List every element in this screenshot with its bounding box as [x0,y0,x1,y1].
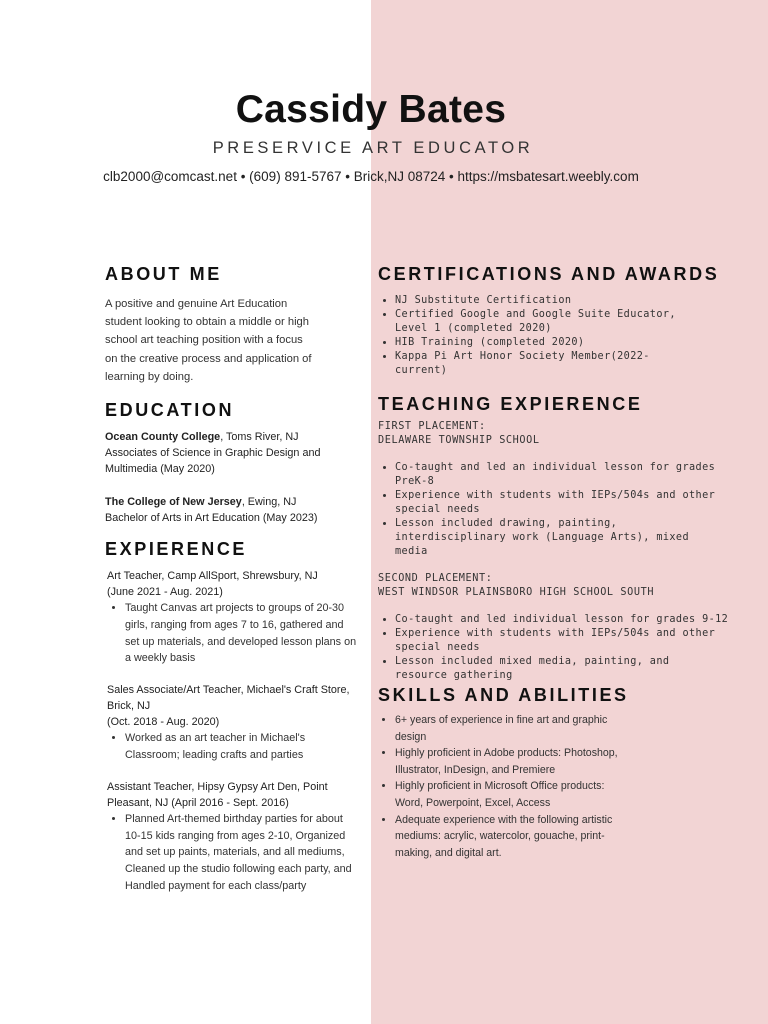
about-section [105,264,367,386]
job-entry [107,779,369,895]
certification-item: • NJ Substitute Certification [395,294,738,308]
placement [378,572,738,683]
job-entry [107,568,369,667]
job-title-line: (Oct. 2018 - Aug. 2020) [107,716,220,729]
skills-heading: SKILLS AND ABILITIES [378,685,629,705]
skills-section [378,685,738,861]
placement-bullet: • Lesson included drawing, painting, interdisciplinary work (Language Arts), mixed media [395,517,738,559]
candidate-name: Cassidy Bates [235,88,507,131]
job-entry [107,682,369,764]
job-title-line: Pleasant, NJ (April 2016 - Sept. 2016) [107,796,289,809]
skill-item: • Highly proficient in Adobe products: Photoshop, Illustrator, InDesign, and Premiere [395,745,738,778]
job-title-line: Sales Associate/Art Teacher, Michael's Craft Store, [107,684,350,697]
placement-bullet: • Experience with students with IEPs/504s and other special needs [395,627,738,655]
contact-line: clb2000@comcast.net • (609) 891-5767 • Brick,NJ 08724 • https://msbatesart.weebly.com [103,169,639,184]
education-section [105,400,367,526]
job-bullet: • Planned Art-themed birthday parties for about 10-15 kids ranging from ages 2-10, Organized and set up paints, materials, and all mediums, Cleaned up the studio following each party, and Handled payment for each class/party [125,811,369,895]
school-location: , Ewing, NJ [241,495,297,508]
skill-item: • Highly proficient in Microsoft Office products: Word, Powerpoint, Excel, Access [395,778,738,811]
job-title-line: Brick, NJ [107,700,151,713]
job-title-line: Assistant Teacher, Hipsy Gypsy Art Den, Point [107,780,328,793]
education-entry [105,429,367,478]
teaching-heading: TEACHING EXPIERENCE [378,394,643,414]
teaching-section [378,394,738,683]
job-bullet: • Worked as an art teacher in Michael's Classroom; leading crafts and parties [125,730,369,764]
placement-school: DELAWARE TOWNSHIP SCHOOL [378,435,540,446]
school-name: Ocean County College [105,431,221,443]
certification-item: • HIB Training (completed 2020) [395,336,738,350]
placement-bullet: • Co-taught and led individual lesson for grades 9-12 [395,613,738,627]
certifications-section [378,264,738,378]
certification-item: • Certified Google and Google Suite Educator, Level 1 (completed 2020) [395,308,738,336]
placement-bullet: • Experience with students with IEPs/504s and other special needs [395,489,738,517]
certifications-heading: CERTIFICATIONS AND AWARDS [378,264,720,284]
job-bullet: • Taught Canvas art projects to groups of 20-30 girls, ranging from ages 7 to 16, gathered and set up materials, and developed lesson plans on a weekly basis [125,600,369,667]
placement-school: WEST WINDSOR PLAINSBORO HIGH SCHOOL SOUTH [378,587,655,598]
experience-section [105,539,369,895]
experience-heading: EXPIERENCE [105,539,248,559]
degree-line: Multimedia (May 2020) [105,463,215,476]
job-title-line: (June 2021 - Aug. 2021) [107,586,223,598]
about-line: student looking to obtain a middle or high [105,316,309,329]
school-location: , Toms River, NJ [220,431,299,443]
degree-line: Bachelor of Arts in Art Education (May 2023) [105,511,318,524]
job-title: PRESERVICE ART EDUCATOR [212,139,534,157]
placement-bullet: • Lesson included mixed media, painting, and resource gathering [395,655,738,683]
certification-item: • Kappa Pi Art Honor Society Member(2022- current) [395,350,738,378]
degree-line: Associates of Science in Graphic Design and [105,447,321,460]
about-heading: ABOUT ME [105,264,222,284]
about-line: on the creative process and application of [105,352,312,365]
education-entry [105,494,367,526]
about-line: school art teaching position with a focus [105,334,303,347]
education-heading: EDUCATION [105,400,235,420]
skill-item: • 6+ years of experience in fine art and graphic design [395,712,738,745]
job-title-line: Art Teacher, Camp AllSport, Shrewsbury, NJ [107,570,318,582]
school-name: The College of New Jersey [105,495,242,508]
placement [378,420,738,559]
skill-item: • Adequate experience with the following artistic mediums: acrylic, watercolor, gouache, print- making, and digital art. [395,812,738,862]
about-line: learning by doing. [105,370,194,383]
placement-label: FIRST PLACEMENT: [378,421,486,432]
placement-bullet: • Co-taught and led an individual lesson for grades PreK-8 [395,461,738,489]
about-line: A positive and genuine Art Education [105,298,288,310]
placement-label: SECOND PLACEMENT: [378,573,493,584]
